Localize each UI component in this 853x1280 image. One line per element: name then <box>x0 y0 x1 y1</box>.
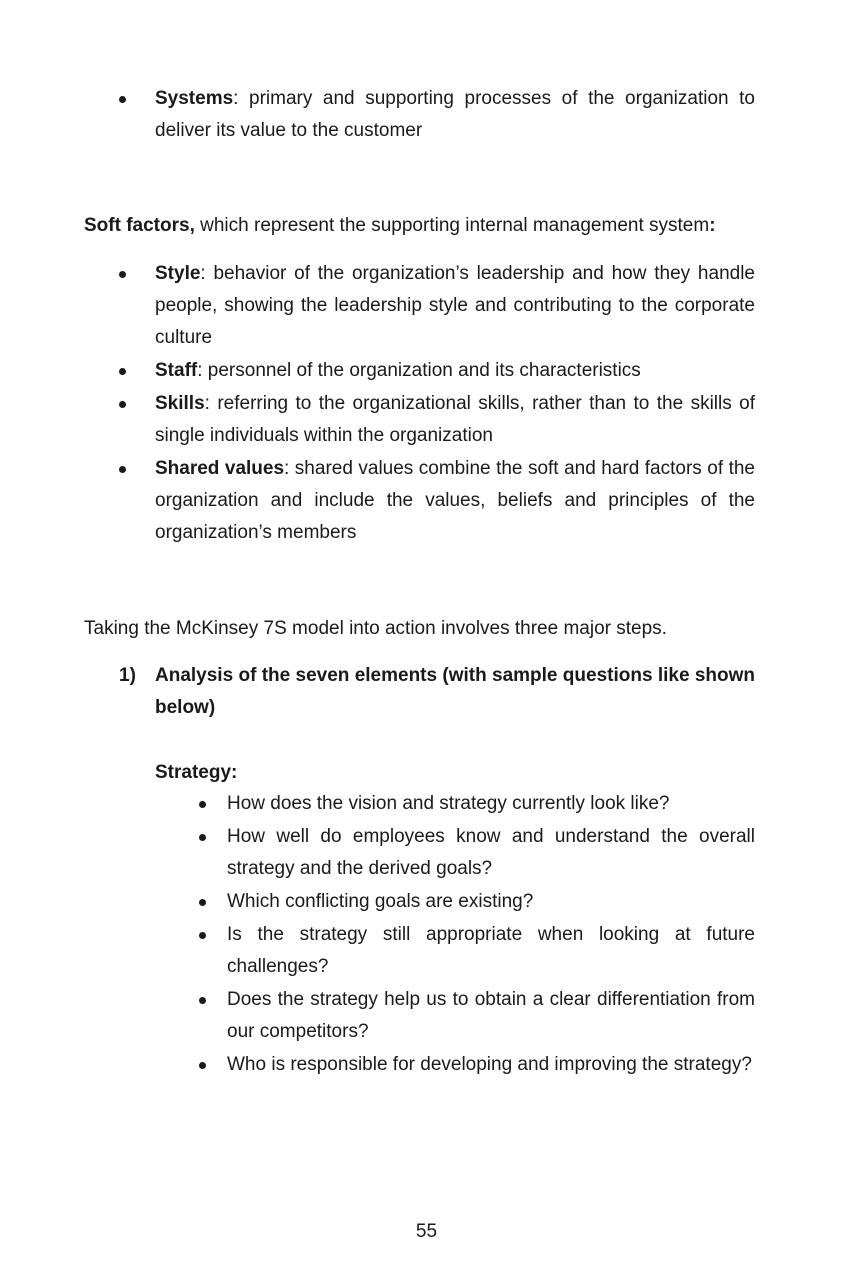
model-intro-paragraph: Taking the McKinsey 7S model into action involves three major steps. <box>84 618 667 639</box>
page-number: 55 <box>415 1221 438 1242</box>
term-shared-values: Shared values <box>155 458 285 479</box>
bullet-dot <box>119 271 126 278</box>
bullet-dot <box>119 96 126 103</box>
bullet-dot <box>199 834 206 841</box>
bullet-dot <box>199 997 206 1004</box>
strategy-question-6: Who is responsible for developing and improving the strategy? <box>227 1049 755 1081</box>
strategy-question-4: Is the strategy still appropriate when looking at future challenges? <box>227 919 755 983</box>
step-number: 1) <box>119 665 136 686</box>
bullet-dot <box>199 932 206 939</box>
bullet-shared-values: Shared values: shared values combine the soft and hard factors of the organization and include the values, beliefs and principles of the organization’s members <box>155 453 755 549</box>
bullet-dot <box>119 401 126 408</box>
bullet-skills: Skills: referring to the organizational skills, rather than to the skills of single individuals within the organization <box>155 388 755 452</box>
strategy-question-1: How does the vision and strategy currently look like? <box>227 788 755 820</box>
term-staff: Staff <box>155 360 198 381</box>
bullet-systems: Systems: primary and supporting processes of the organization to deliver its value to the customer <box>155 83 755 147</box>
term-skills: Skills <box>155 393 205 414</box>
strategy-heading: Strategy: <box>155 762 238 783</box>
term-systems: Systems <box>155 88 234 109</box>
bullet-dot <box>199 899 206 906</box>
term-style: Style <box>155 263 201 284</box>
bullet-style: Style: behavior of the organization’s leadership and how they handle people, showing the leadership style and contributing to the corporate culture <box>155 258 755 354</box>
bullet-staff: Staff: personnel of the organization and its characteristics <box>155 355 755 387</box>
bullet-dot <box>199 1062 206 1069</box>
soft-factors-intro: Soft factors, which represent the supporting internal management system: <box>84 215 716 236</box>
bullet-dot <box>199 801 206 808</box>
strategy-question-2: How well do employees know and understand the overall strategy and the derived goals? <box>227 821 755 885</box>
strategy-question-5: Does the strategy help us to obtain a clear differentiation from our competitors? <box>227 984 755 1048</box>
bullet-dot <box>119 466 126 473</box>
bullet-dot <box>119 368 126 375</box>
strategy-question-3: Which conflicting goals are existing? <box>227 886 755 918</box>
numbered-step-1: 1) Analysis of the seven elements (with sample questions like shown below) <box>155 660 755 724</box>
